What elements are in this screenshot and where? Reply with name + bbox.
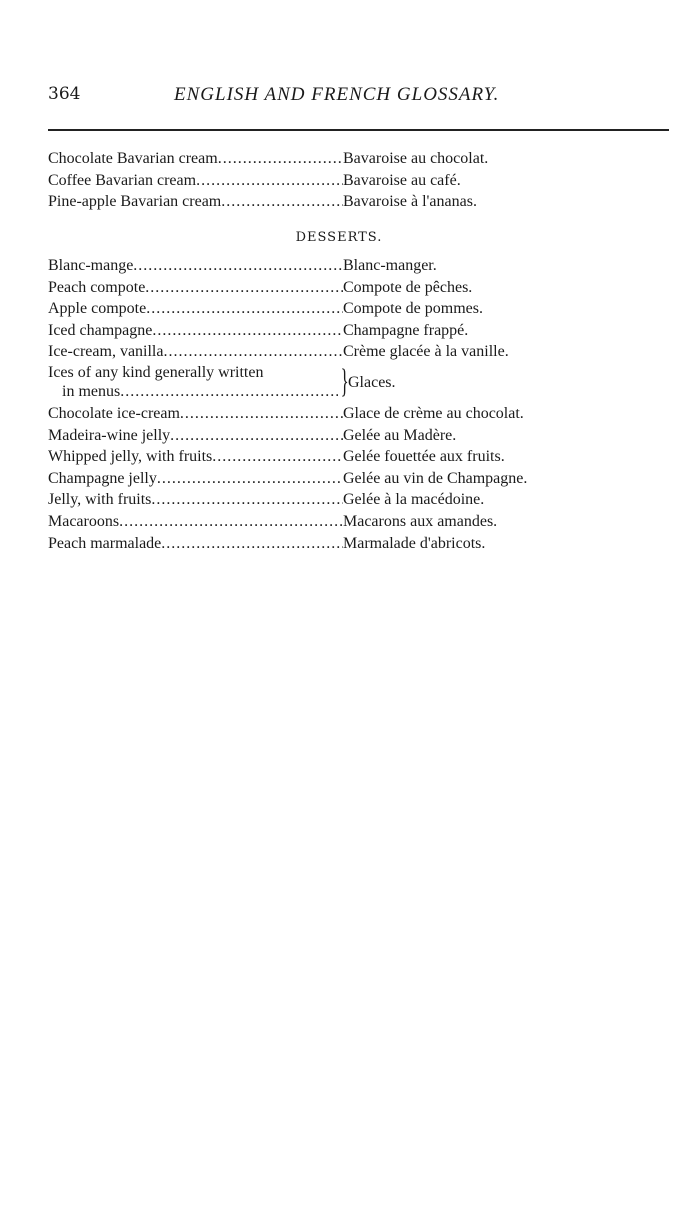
entry-english: Iced champagne [48,321,153,339]
entry-french: Gelée au vin de Champagne. [343,469,528,487]
leader-dots [120,382,338,401]
entry-english-line2: in menus [62,382,121,400]
glossary-entry [48,511,688,533]
brace-icon: } [340,362,349,400]
entry-french: Gelée fouettée aux fruits. [343,448,505,466]
glossary-entry [48,489,688,511]
glossary-entry [48,298,688,320]
leader-dots [151,489,343,511]
entry-french: Blanc-manger. [343,257,437,274]
glossary-entry [48,425,688,447]
glossary-entry [48,277,688,299]
leader-dots [163,341,343,363]
leader-dots [146,298,343,320]
entry-french: Champagne frappé. [343,321,469,339]
leader-dots [145,277,343,299]
entry-english: Chocolate Bavarian cream [48,150,218,167]
glossary-entry [48,170,688,192]
leader-dots [133,255,343,277]
page-number: 364 [48,84,81,104]
entry-english: Blanc-mange [48,257,134,274]
leader-dots [221,191,343,213]
entry-english: Jelly, with fruits [48,491,152,509]
leader-dots [218,148,343,170]
entry-french: Glace de crème au chocolat. [343,404,524,422]
section-title: DESSERTS. [295,230,383,245]
glossary-entry-ices [48,363,688,403]
glossary-entry [48,446,688,468]
entry-english: Madeira-wine jelly [48,426,171,444]
entry-french: Marmalade d'abricots. [343,534,486,552]
entry-french: Bavaroise au chocolat. [343,150,489,167]
leader-dots [170,425,343,447]
entry-english: Whipped jelly, with fruits [48,448,213,466]
entry-french: Glaces. [348,373,396,391]
leader-dots [161,533,343,555]
glossary-entry [48,403,688,425]
entry-english: Peach compote [48,278,146,296]
entry-french: Compote de pêches. [343,278,473,296]
entry-english: Peach marmalade [48,534,162,552]
leader-dots [157,468,343,490]
glossary-entry [48,320,688,342]
desserts-list [48,255,688,554]
entry-english: Coffee Bavarian cream [48,171,197,189]
entry-english-line1: Ices of any kind generally written [48,363,264,381]
bavarian-cream-list [48,148,688,213]
leader-dots [212,446,343,468]
entry-french: Crème glacée à la vanille. [343,343,509,361]
entry-english: Chocolate ice-cream [48,404,180,422]
leader-dots [152,320,343,342]
entry-english: Champagne jelly [48,469,157,487]
leader-dots [180,403,343,425]
glossary-entry [48,468,688,490]
glossary-entry [48,148,688,170]
leader-dots [196,170,343,192]
running-title: ENGLISH AND FRENCH GLOSSARY. [174,84,500,105]
glossary-entry [48,191,688,213]
entry-french: Compote de pommes. [343,300,483,318]
glossary-entry [48,341,688,363]
leader-dots [119,511,343,533]
entry-french: Macarons aux amandes. [343,512,498,530]
header-rule [48,129,669,131]
glossary-entry [48,255,688,277]
entry-french: Gelée au Madère. [343,426,457,444]
entry-english: Ice-cream, vanilla [48,343,164,361]
entry-french: Bavaroise à l'ananas. [343,193,477,211]
entry-english: Pine-apple Bavarian cream [48,193,222,211]
glossary-entry [48,533,688,555]
page-header [48,84,668,112]
entry-french: Bavaroise au café. [343,171,461,189]
entry-english: Apple compote [48,300,147,318]
entry-english: Macaroons [48,512,120,530]
entry-french: Gelée à la macédoine. [343,491,485,509]
